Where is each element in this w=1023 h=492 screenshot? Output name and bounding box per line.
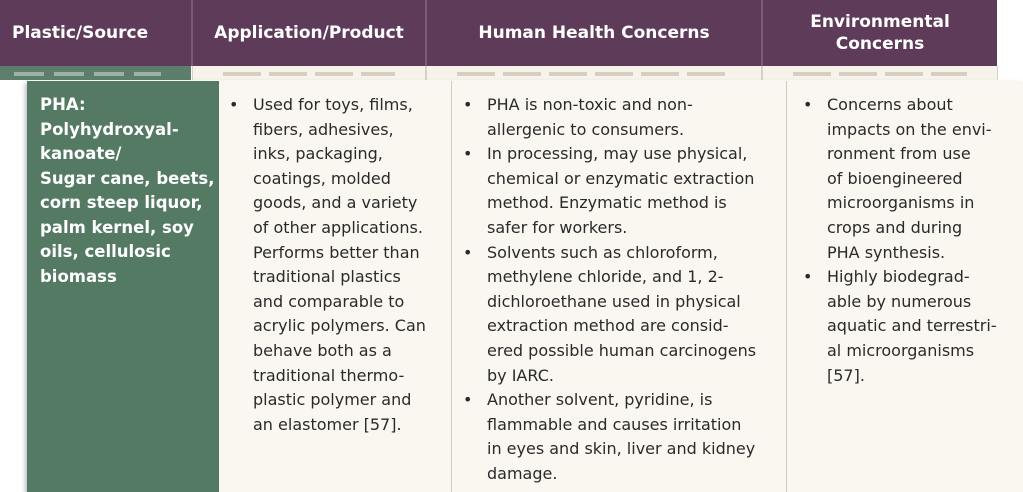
bullet-line: ered possible human carcinogens [487, 340, 757, 360]
bullet-line: behave both as a [253, 340, 392, 360]
header-label-line: Concerns [835, 34, 925, 54]
table-row-pha [27, 81, 1023, 492]
application-bullet-list [227, 93, 445, 437]
bullet-line: an elastomer [57]. [253, 414, 402, 434]
bullet-line: Performs better than [253, 242, 420, 262]
source-line: palm kernel, soy [40, 217, 194, 237]
header-label-stack [810, 11, 950, 55]
bullet-line: method. Enzymatic method is [487, 193, 727, 213]
bullet-line: [57]. [827, 365, 865, 385]
bullet-line: inks, packaging, [253, 144, 383, 164]
header-label: Application/Product [214, 23, 404, 43]
bullet-line: • Solvents such as chloroform, [487, 242, 718, 262]
bullet-line: of other applications. [253, 217, 423, 237]
list-item [461, 93, 780, 142]
list-item [801, 265, 1019, 388]
bullet-line: plastic polymer and [253, 390, 412, 410]
bullet-line: by IARC. [487, 365, 554, 385]
bullet-line: • In processing, may use physical, [487, 144, 748, 164]
bullet-line: in eyes and skin, liver and kidney [487, 439, 756, 459]
header-plastic-source [12, 0, 190, 66]
bullet-line: extraction method are consid- [487, 316, 729, 336]
previous-row-application-strip [192, 66, 426, 80]
bullet-line: • Highly biodegrad- [827, 267, 970, 287]
previous-row-source-strip [0, 66, 191, 80]
list-item [227, 93, 445, 437]
source-line: corn steep liquor, [40, 193, 203, 212]
bullet-line: ronment from use [827, 144, 971, 164]
health-bullet-list [461, 93, 780, 487]
bullet-line: and comparable to [253, 291, 405, 311]
header-human-health-concerns [427, 0, 761, 66]
bullet-line: able by numerous [827, 291, 972, 311]
header-label: Human Health Concerns [478, 23, 710, 43]
bullet-line: allergenic to consumers. [487, 119, 685, 139]
list-item [461, 142, 780, 240]
source-line: biomass [40, 266, 117, 286]
bullet-line: of bioengineered [827, 168, 963, 188]
header-label: Plastic/Source [12, 23, 149, 43]
header-application-product [193, 0, 425, 66]
source-line: oils, cellulosic [40, 242, 171, 261]
table-header [0, 0, 997, 66]
environment-cell [787, 81, 1023, 492]
bullet-line: acrylic polymers. Can [253, 316, 426, 336]
bullet-line: traditional thermo- [253, 365, 405, 385]
source-line: PHA: [40, 95, 86, 114]
application-cell [219, 81, 452, 492]
bullet-line: fibers, adhesives, [253, 119, 394, 139]
bullet-line: al microorganisms [827, 340, 975, 360]
previous-row-environment-strip [762, 66, 998, 80]
bullet-line: aquatic and terrestri- [827, 316, 997, 336]
bullet-line: microorganisms in [827, 193, 975, 213]
header-label-line: Environmental [810, 12, 950, 32]
bullet-line: PHA synthesis. [827, 242, 946, 262]
bullet-line: crops and during [827, 217, 963, 237]
environment-bullet-list [801, 93, 1019, 388]
bullet-line: • Used for toys, films, [253, 95, 413, 114]
bullet-line: safer for workers. [487, 217, 628, 237]
source-line: Sugar cane, beets, [40, 168, 215, 188]
list-item [461, 388, 780, 486]
list-item [461, 241, 780, 389]
bullet-line: coatings, molded [253, 168, 391, 188]
bullet-line: • Concerns about [827, 95, 953, 114]
bullet-line: • Another solvent, pyridine, is [487, 390, 713, 410]
bullet-line: damage. [487, 463, 558, 483]
source-line: Polyhydroxyal- [40, 119, 179, 139]
health-cell [452, 81, 787, 492]
bullet-line: flammable and causes irritation [487, 414, 742, 434]
source-line: kanoate/ [40, 144, 122, 163]
bullet-line: chemical or enzymatic extraction [487, 168, 755, 188]
source-cell [27, 81, 219, 492]
bullet-line: traditional plastics [253, 267, 401, 287]
bullet-line: dichloroethane used in physical [487, 291, 741, 311]
previous-row-health-strip [426, 66, 762, 80]
bullet-line: • PHA is non-toxic and non- [487, 95, 693, 114]
list-item [801, 93, 1019, 265]
header-environmental-concerns [763, 0, 997, 66]
bullet-line: goods, and a variety [253, 193, 418, 213]
bullet-line: impacts on the envi- [827, 119, 992, 139]
bullet-line: methylene chloride, and 1, 2- [487, 267, 724, 287]
